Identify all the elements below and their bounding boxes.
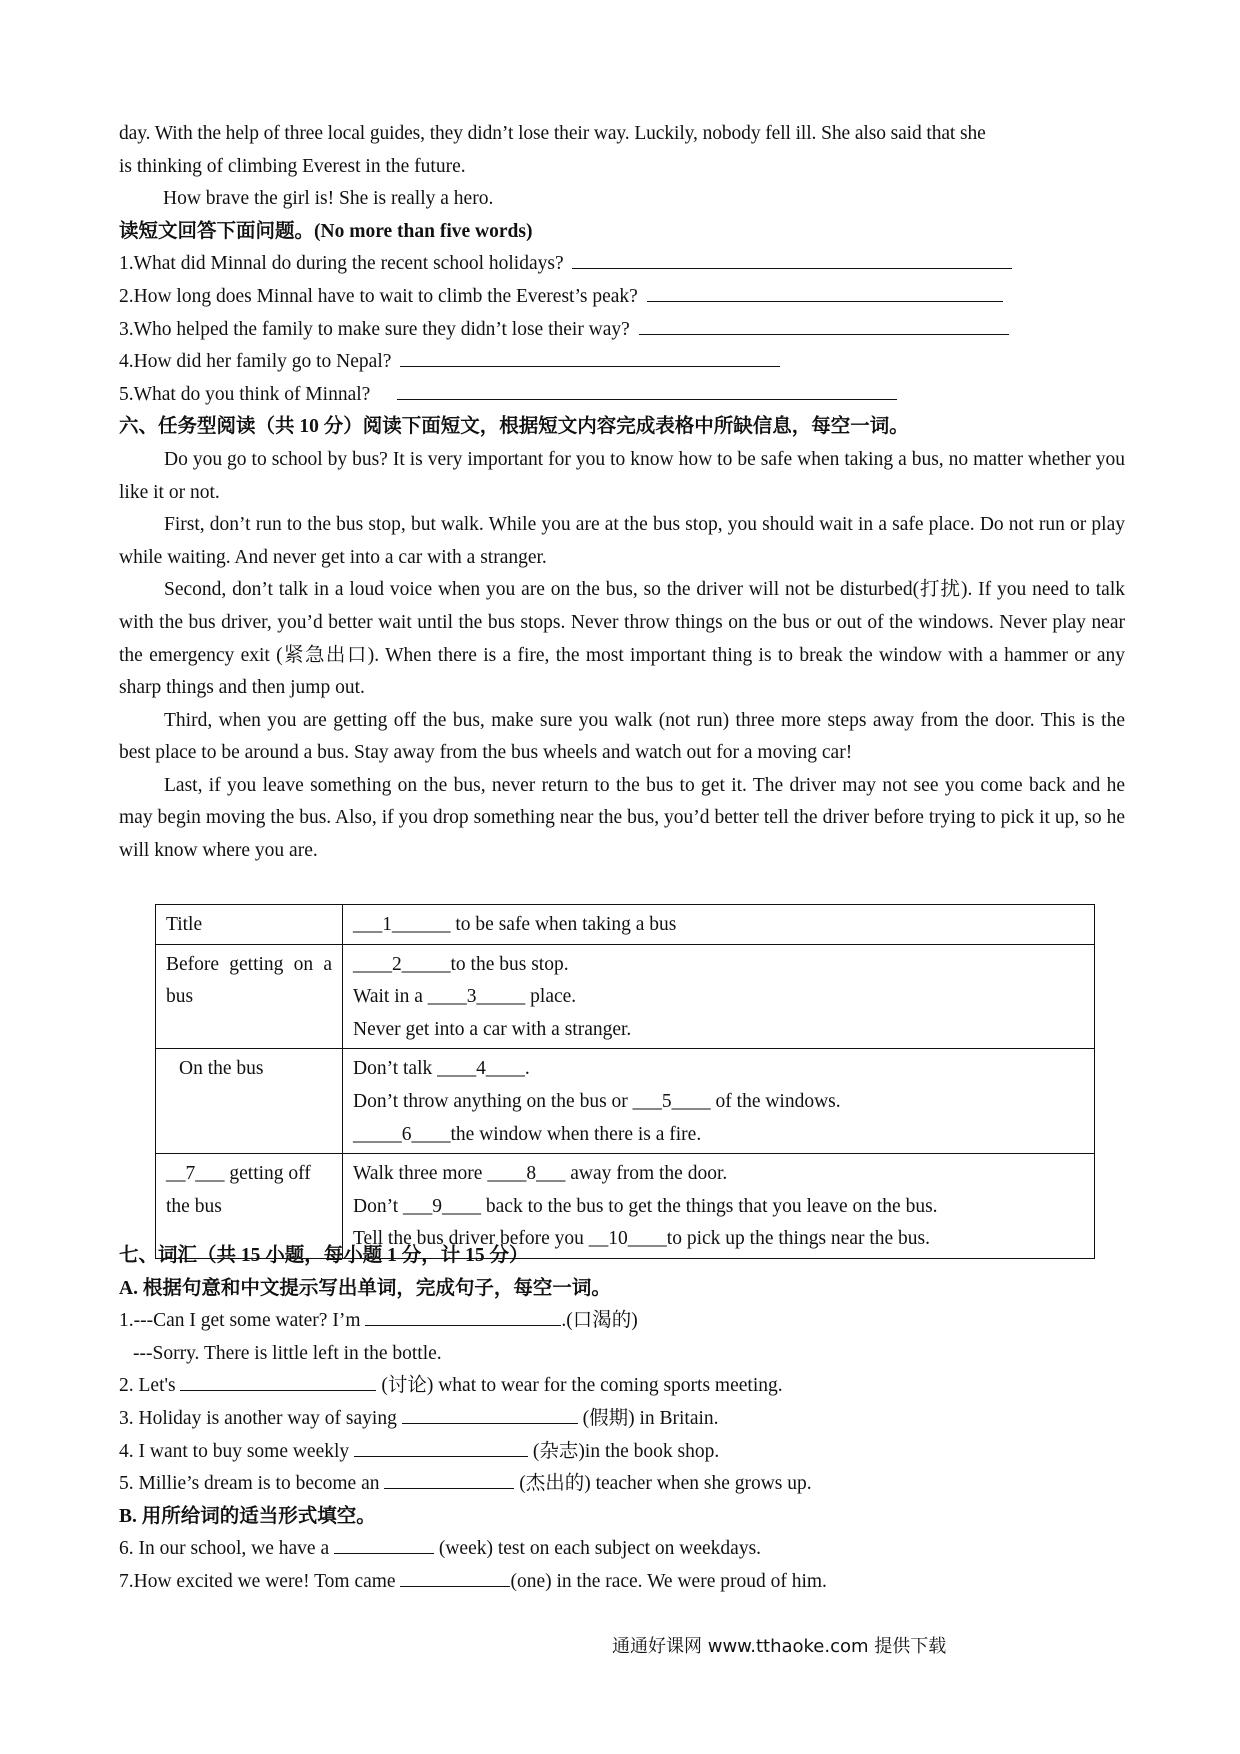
- question-hint: (假期) in Britain.: [582, 1407, 719, 1429]
- cell-line: _____6____the window when there is a fire.: [353, 1123, 702, 1145]
- question-1: [119, 248, 1125, 281]
- table-row: [156, 905, 1095, 945]
- cell-line: Walk three more ____8___ away from the door.: [353, 1163, 728, 1185]
- question-4: [119, 346, 1125, 379]
- cell-line: Wait in a ____3_____ place.: [353, 986, 577, 1008]
- cell-line: Don’t ___9____ back to the bus to get the things that you leave on the bus.: [353, 1195, 938, 1217]
- section7-heading: 七、词汇（共 15 小题，每小题 1 分，计 15 分）: [119, 1245, 529, 1266]
- footer-credit: 通通好课网 www.tthaoke.com 提供下载: [612, 1636, 947, 1657]
- answer-blank[interactable]: [647, 282, 1003, 302]
- section7: [119, 1240, 1125, 1599]
- row-content: [343, 944, 1095, 1049]
- section6-paragraph: Third, when you are getting off the bus, make sure you walk (not run) three more steps away from the door. This is the best place to be around a bus. Stay away from the bus wheels and watch out for a moving car!: [119, 709, 1125, 764]
- part-b-heading: B. 用所给词的适当形式填空。: [119, 1505, 376, 1527]
- question-text: 5. Millie’s dream is to become an: [119, 1473, 380, 1495]
- cell-line: ___1______ to be safe when taking a bus: [353, 914, 677, 935]
- vocab-q2: [119, 1370, 1125, 1403]
- cell-line: Don’t throw anything on the bus or ___5____ of the windows.: [353, 1090, 841, 1112]
- row-label: __7___ getting off the bus: [156, 1154, 343, 1259]
- question-5: [119, 379, 1125, 412]
- section6-paragraph: Second, don’t talk in a loud voice when you are on the bus, so the driver will not be disturbed(打扰). If you need to talk with the bus driver, you’d better wait until the bus stops. Never throw things on the bus or out of the windows. Never play near the emergency exit (紧急出口). When there is a fire, the most important thing is to break the window with a hammer or any sharp things and then jump out.: [119, 579, 1125, 699]
- question-text: 2.How long does Minnal have to wait to climb the Everest’s peak?: [119, 285, 638, 307]
- answer-blank[interactable]: [402, 1404, 578, 1424]
- section6-paragraph: Last, if you leave something on the bus, never return to the bus to get it. The driver may not see you come back and he may begin moving the bus. Also, if you drop something near the bus, you’d better tell the driver before trying to pick it up, so he will know where you are.: [119, 774, 1125, 862]
- question-text: 1.What did Minnal do during the recent school holidays?: [119, 253, 564, 275]
- vocab-q5: [119, 1468, 1125, 1501]
- question-hint: (week) test on each subject on weekdays.: [438, 1538, 762, 1560]
- table-row: [156, 1049, 1095, 1154]
- row-label: [156, 1049, 343, 1154]
- cell-line: ____2_____to the bus stop.: [353, 953, 569, 975]
- question-text: 3.Who helped the family to make sure they didn’t lose their way?: [119, 318, 630, 340]
- answer-blank[interactable]: [397, 380, 897, 400]
- section6-paragraph: First, don’t run to the bus stop, but walk. While you are at the bus stop, you should wait in a safe place. Do not run or play while waiting. And never get into a car with a stranger.: [119, 514, 1125, 568]
- table-row: [156, 944, 1095, 1049]
- answer-blank[interactable]: [180, 1371, 376, 1391]
- answer-blank[interactable]: [334, 1534, 434, 1554]
- cell-line: Don’t talk ____4____.: [353, 1058, 530, 1080]
- answer-blank[interactable]: [365, 1306, 561, 1326]
- row-label: Before getting on a bus: [156, 944, 343, 1049]
- row-content: [343, 1049, 1095, 1154]
- reading-qa-heading: 读短文回答下面问题。(No more than five words): [119, 220, 533, 242]
- question-hint: (杂志)in the book shop.: [532, 1440, 720, 1462]
- question-text: 6. In our school, we have a: [119, 1538, 330, 1560]
- section6-paragraph: Do you go to school by bus? It is very important for you to know how to be safe when taking a bus, no matter whether you like it or not.: [119, 448, 1125, 503]
- question-3: [119, 314, 1125, 347]
- vocab-q6: [119, 1533, 1125, 1566]
- question-hint: .(口渴的): [561, 1310, 638, 1332]
- question-hint: (杰出的) teacher when she grows up.: [519, 1473, 812, 1495]
- row-content: [343, 905, 1095, 945]
- question-text: 5.What do you think of Minnal?: [119, 383, 371, 405]
- row-label: Title: [156, 905, 343, 945]
- question-text: 1.---Can I get some water? I’m: [119, 1310, 361, 1332]
- question-hint: (讨论) what to wear for the coming sports meeting.: [381, 1375, 783, 1397]
- answer-blank[interactable]: [384, 1469, 514, 1489]
- task-table: [155, 904, 1095, 1259]
- vocab-q7: [119, 1566, 1125, 1599]
- answer-blank[interactable]: [400, 1567, 510, 1587]
- section6-heading: 六、任务型阅读（共 10 分）阅读下面短文，根据短文内容完成表格中所缺信息，每空一词。: [119, 416, 909, 438]
- passage-line: is thinking of climbing Everest in the future.: [119, 155, 466, 177]
- question-text: 7.How excited we were! Tom came: [119, 1570, 396, 1592]
- cell-line: Tell the bus driver before you __10____to pick up the things near the bus.: [353, 1228, 931, 1250]
- answer-blank[interactable]: [639, 315, 1009, 335]
- passage-line: How brave the girl is! She is really a hero.: [163, 188, 494, 210]
- question-text: 2. Let's: [119, 1375, 176, 1397]
- cell-line: Never get into a car with a stranger.: [353, 1018, 632, 1040]
- answer-blank[interactable]: [572, 249, 1012, 269]
- vocab-q1-reply: ---Sorry. There is little left in the bottle.: [133, 1342, 442, 1364]
- vocab-q1: [119, 1305, 1125, 1338]
- question-text: 4. I want to buy some weekly: [119, 1440, 350, 1462]
- part-a-heading: A. 根据句意和中文提示写出单词，完成句子，每空一词。: [119, 1277, 611, 1299]
- vocab-q3: [119, 1403, 1125, 1436]
- vocab-q4: [119, 1436, 1125, 1469]
- answer-blank[interactable]: [400, 347, 780, 367]
- passage-line: day. With the help of three local guides, they didn’t lose their way. Luckily, nobody fell ill. She also said that she: [119, 123, 986, 144]
- question-text: 3. Holiday is another way of saying: [119, 1407, 397, 1429]
- answer-blank[interactable]: [354, 1437, 528, 1457]
- question-2: [119, 281, 1125, 314]
- question-text: 4.How did her family go to Nepal?: [119, 351, 392, 373]
- page-content: [119, 118, 1125, 868]
- row-label-text: On the bus: [179, 1058, 264, 1080]
- question-hint: (one) in the race. We were proud of him.: [510, 1570, 827, 1592]
